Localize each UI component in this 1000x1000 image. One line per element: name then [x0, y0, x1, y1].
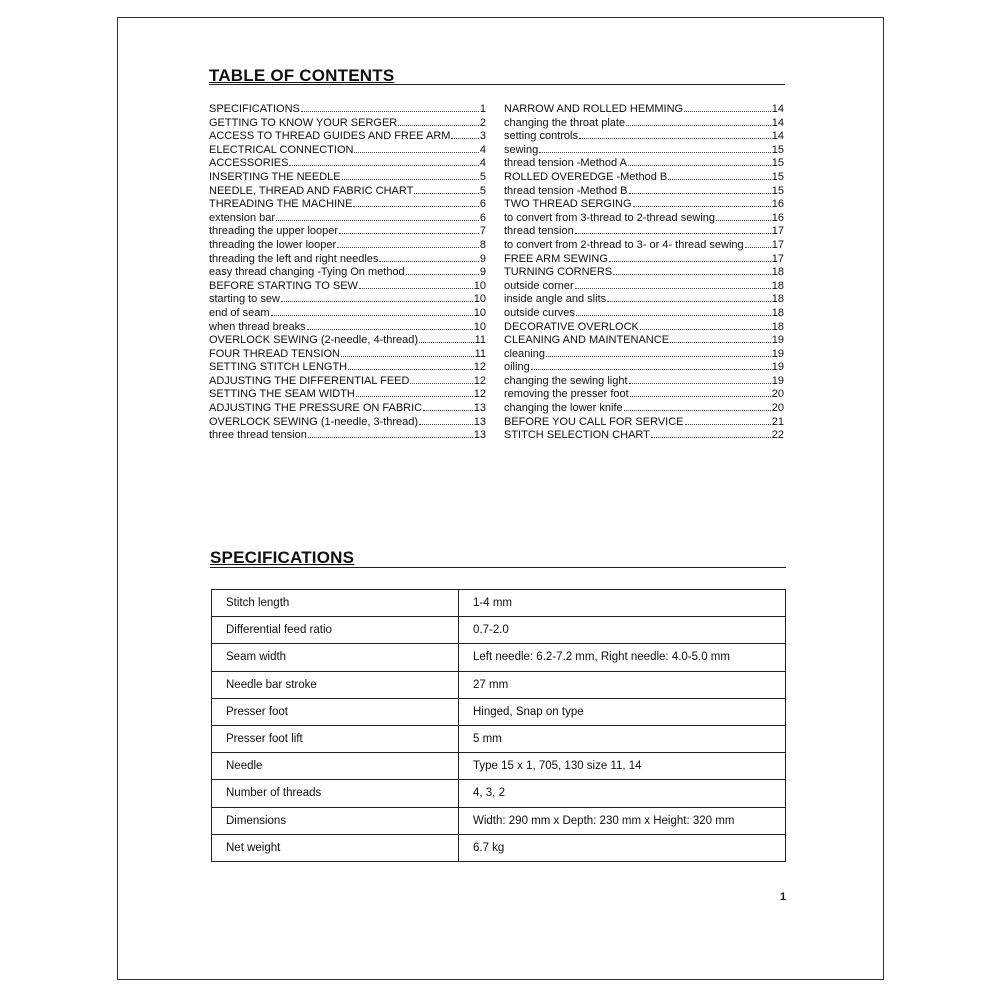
toc-entry-title: inside angle and slits: [504, 293, 607, 306]
toc-entry-page: 10: [473, 320, 486, 333]
spec-row: [212, 671, 786, 698]
toc-entry-title: TWO THREAD SERGING: [504, 198, 632, 211]
toc-leader-dots: [575, 279, 771, 289]
toc-entry-title: ELECTRICAL CONNECTION: [209, 143, 354, 156]
toc-heading: TABLE OF CONTENTS: [209, 66, 395, 85]
toc-entry-page: 19: [771, 361, 784, 374]
toc-entry-title: changing the sewing light: [504, 374, 628, 387]
toc-entry-page: 18: [771, 266, 784, 279]
toc-leader-dots: [624, 401, 771, 411]
toc-entry-title: DECORATIVE OVERLOCK: [504, 320, 639, 333]
toc-entry-title: ADJUSTING THE DIFFERENTIAL FEED: [209, 374, 410, 387]
toc-entry-title: SETTING THE SEAM WIDTH: [209, 388, 355, 401]
toc-right-column: [504, 102, 784, 442]
toc-entry[interactable]: [209, 252, 486, 266]
toc-leader-dots: [575, 224, 771, 234]
toc-entry[interactable]: [209, 129, 486, 143]
toc-entry-page: 15: [771, 170, 784, 183]
toc-entry-page: 14: [771, 103, 784, 115]
toc-entry-title: threading the upper looper: [209, 225, 339, 238]
toc-entry-title: changing the throat plate: [504, 116, 626, 129]
toc-entry-page: 6: [479, 211, 486, 224]
spec-value: Left needle: 6.2-7.2 mm, Right needle: 4.0-5.0 mm: [459, 644, 786, 671]
toc-entry-page: 12: [473, 388, 486, 401]
toc-leader-dots: [359, 279, 473, 289]
toc-entry-title: changing the lower knife: [504, 402, 623, 415]
toc-leader-dots: [307, 320, 473, 330]
toc-entry-page: 1: [479, 103, 486, 115]
toc-entry[interactable]: [504, 415, 784, 429]
toc-entry-page: 15: [771, 157, 784, 170]
toc-entry[interactable]: [504, 252, 784, 266]
toc-entry[interactable]: [504, 265, 784, 279]
toc-entry-page: 13: [473, 429, 486, 442]
toc-entry-page: 15: [771, 143, 784, 156]
toc-entry[interactable]: [209, 170, 486, 184]
document-page: [117, 17, 884, 980]
toc-leader-dots: [745, 238, 771, 248]
toc-leader-dots: [414, 184, 479, 194]
toc-left-column: [209, 102, 486, 442]
toc-entry-title: ADJUSTING THE PRESSURE ON FABRIC: [209, 402, 423, 415]
spec-label: Net weight: [212, 834, 459, 861]
specifications-table: [211, 589, 786, 862]
toc-entry-page: 14: [771, 130, 784, 143]
toc-entry[interactable]: [504, 428, 784, 442]
toc-leader-dots: [301, 102, 479, 112]
toc-entry[interactable]: [209, 156, 486, 170]
toc-entry[interactable]: [209, 360, 486, 374]
toc-entry[interactable]: [209, 428, 486, 442]
toc-entry-page: 17: [771, 225, 784, 238]
toc-entry-title: SPECIFICATIONS: [209, 103, 300, 115]
toc-entry-title: removing the presser foot: [504, 388, 629, 401]
toc-entry-page: 4: [479, 157, 486, 170]
toc-entry-page: 12: [473, 374, 486, 387]
toc-entry[interactable]: [504, 197, 784, 211]
toc-divider: [209, 84, 785, 85]
toc-entry[interactable]: [504, 320, 784, 334]
toc-entry-title: ACCESS TO THREAD GUIDES AND FREE ARM: [209, 130, 451, 143]
spec-label: Seam width: [212, 644, 459, 671]
toc-entry-title: CLEANING AND MAINTENANCE: [504, 334, 670, 347]
toc-entry[interactable]: [209, 211, 486, 225]
toc-leader-dots: [353, 197, 478, 207]
toc-leader-dots: [684, 102, 771, 112]
toc-entry[interactable]: [209, 238, 486, 252]
toc-entry[interactable]: [504, 224, 784, 238]
toc-entry[interactable]: [209, 102, 486, 116]
toc-entry[interactable]: [209, 265, 486, 279]
toc-entry-page: 6: [479, 198, 486, 211]
toc-entry[interactable]: [209, 415, 486, 429]
toc-entry-title: extension bar: [209, 211, 276, 224]
specifications-heading: SPECIFICATIONS: [210, 548, 355, 567]
spec-label: Dimensions: [212, 807, 459, 834]
toc-entry-title: BEFORE STARTING TO SEW: [209, 279, 358, 292]
spec-value: Hinged, Snap on type: [459, 698, 786, 725]
spec-label: Differential feed ratio: [212, 617, 459, 644]
toc-leader-dots: [379, 252, 478, 262]
toc-leader-dots: [685, 415, 771, 425]
toc-entry-title: THREADING THE MACHINE: [209, 198, 353, 211]
toc-entry[interactable]: [504, 156, 784, 170]
toc-entry[interactable]: [504, 129, 784, 143]
toc-leader-dots: [633, 197, 771, 207]
toc-entry-title: thread tension -Method A: [504, 157, 627, 170]
spec-label: Needle bar stroke: [212, 671, 459, 698]
toc-entry-page: 11: [474, 334, 486, 347]
toc-entry-page: 8: [479, 238, 486, 251]
toc-entry[interactable]: [209, 143, 486, 157]
toc-entry[interactable]: [504, 170, 784, 184]
toc-entry-title: to convert from 3-thread to 2-thread sewing: [504, 211, 715, 224]
spec-row: [212, 834, 786, 861]
spec-row: [212, 807, 786, 834]
toc-leader-dots: [398, 116, 479, 126]
toc-entry-title: FREE ARM SEWING: [504, 252, 608, 265]
toc-leader-dots: [629, 184, 771, 194]
toc-leader-dots: [626, 116, 771, 126]
toc-entry-title: outside curves: [504, 306, 575, 319]
toc-entry-page: 13: [473, 415, 486, 428]
toc-entry[interactable]: [209, 374, 486, 388]
spec-row: [212, 725, 786, 752]
toc-entry-page: 4: [479, 143, 486, 156]
toc-entry-page: 10: [473, 306, 486, 319]
toc-entry[interactable]: [209, 401, 486, 415]
toc-leader-dots: [629, 374, 771, 384]
toc-entry-title: setting controls: [504, 130, 578, 143]
toc-entry-title: three thread tension: [209, 429, 307, 442]
toc-leader-dots: [451, 129, 478, 139]
spec-value: 27 mm: [459, 671, 786, 698]
toc-entry-title: INSERTING THE NEEDLE: [209, 170, 341, 183]
toc-entry-title: sewing: [504, 143, 539, 156]
toc-leader-dots: [609, 252, 771, 262]
toc-entry-page: 5: [479, 170, 486, 183]
toc-entry[interactable]: [504, 279, 784, 293]
toc-entry[interactable]: [504, 184, 784, 198]
toc-leader-dots: [342, 170, 479, 180]
spec-label: Needle: [212, 753, 459, 780]
toc-leader-dots: [546, 347, 771, 357]
toc-entry[interactable]: [209, 333, 486, 347]
toc-entry-page: 18: [771, 293, 784, 306]
toc-entry-page: 20: [771, 388, 784, 401]
toc-entry[interactable]: [209, 279, 486, 293]
toc-entry-page: 10: [473, 279, 486, 292]
toc-entry[interactable]: [504, 333, 784, 347]
toc-entry[interactable]: [209, 197, 486, 211]
toc-entry-page: 21: [771, 415, 784, 428]
spec-label: Presser foot: [212, 698, 459, 725]
spec-value: 4, 3, 2: [459, 780, 786, 807]
spec-row: [212, 617, 786, 644]
specifications-divider: [210, 567, 786, 568]
toc-entry[interactable]: [504, 238, 784, 252]
toc-entry[interactable]: [504, 102, 784, 116]
toc-entry-title: STITCH SELECTION CHART: [504, 429, 650, 442]
toc-entry-page: 3: [479, 130, 486, 143]
toc-entry-title: easy thread changing -Tying On method: [209, 266, 405, 279]
toc-leader-dots: [613, 265, 771, 275]
toc-entry-title: end of seam: [209, 306, 270, 319]
toc-entry-title: thread tension -Method B: [504, 184, 628, 197]
toc-leader-dots: [640, 320, 771, 330]
toc-entry-title: thread tension: [504, 225, 574, 238]
toc-entry-page: 5: [479, 184, 486, 197]
toc-entry-page: 11: [474, 347, 486, 360]
toc-leader-dots: [406, 265, 479, 275]
toc-entry-title: ROLLED OVEREDGE -Method B: [504, 170, 668, 183]
toc-entry-title: SETTING STITCH LENGTH: [209, 361, 348, 374]
toc-entry-page: 18: [771, 279, 784, 292]
toc-entry[interactable]: [504, 116, 784, 130]
spec-label: Presser foot lift: [212, 725, 459, 752]
toc-leader-dots: [668, 170, 771, 180]
toc-entry-page: 18: [771, 306, 784, 319]
toc-entry[interactable]: [209, 116, 486, 130]
toc-leader-dots: [423, 401, 473, 411]
toc-entry[interactable]: [504, 374, 784, 388]
toc-entry-title: oiling: [504, 361, 530, 374]
toc-entry-title: OVERLOCK SEWING (2-needle, 4-thread): [209, 334, 419, 347]
toc-entry-page: 10: [473, 293, 486, 306]
toc-entry[interactable]: [504, 211, 784, 225]
toc-entry-page: 16: [771, 198, 784, 211]
spec-label: Stitch length: [212, 590, 459, 617]
toc-leader-dots: [539, 143, 771, 153]
toc-leader-dots: [576, 306, 771, 316]
toc-entry-title: TURNING CORNERS: [504, 266, 613, 279]
toc-leader-dots: [356, 387, 473, 397]
toc-entry-page: 2: [479, 116, 486, 129]
toc-entry-title: outside corner: [504, 279, 574, 292]
toc-entry-page: 16: [771, 211, 784, 224]
toc-entry[interactable]: [504, 401, 784, 415]
toc-leader-dots: [339, 224, 479, 234]
toc-leader-dots: [630, 387, 771, 397]
toc-entry-title: threading the lower looper: [209, 238, 337, 251]
toc-leader-dots: [271, 306, 473, 316]
toc-entry[interactable]: [504, 387, 784, 401]
toc-entry-page: 17: [771, 238, 784, 251]
toc-entry-title: NARROW AND ROLLED HEMMING: [504, 103, 684, 115]
toc-entry-page: 20: [771, 402, 784, 415]
toc-entry-title: to convert from 2-thread to 3- or 4- thread sewing: [504, 238, 744, 251]
spec-value: 5 mm: [459, 725, 786, 752]
toc-entry-title: GETTING TO KNOW YOUR SERGER: [209, 116, 398, 129]
toc-leader-dots: [531, 360, 771, 370]
toc-entry-page: 17: [771, 252, 784, 265]
toc-entry-page: 9: [479, 252, 486, 265]
toc-entry[interactable]: [504, 306, 784, 320]
spec-value: 1-4 mm: [459, 590, 786, 617]
toc-leader-dots: [276, 211, 479, 221]
spec-row: [212, 590, 786, 617]
toc-entry-title: BEFORE YOU CALL FOR SERVICE: [504, 415, 684, 428]
toc-entry-title: OVERLOCK SEWING (1-needle, 3-thread): [209, 415, 419, 428]
toc-entry-page: 22: [771, 429, 784, 442]
toc-entry-title: threading the left and right needles: [209, 252, 379, 265]
toc-entry[interactable]: [209, 387, 486, 401]
toc-entry[interactable]: [209, 224, 486, 238]
toc-leader-dots: [410, 374, 472, 384]
toc-entry-page: 9: [479, 266, 486, 279]
toc-entry-title: when thread breaks: [209, 320, 306, 333]
toc-leader-dots: [419, 333, 474, 343]
toc-entry-title: FOUR THREAD TENSION: [209, 347, 340, 360]
spec-value: Type 15 x 1, 705, 130 size 11, 14: [459, 753, 786, 780]
toc-entry[interactable]: [209, 292, 486, 306]
toc-leader-dots: [716, 211, 771, 221]
toc-entry[interactable]: [209, 184, 486, 198]
spec-value: Width: 290 mm x Depth: 230 mm x Height: 320 mm: [459, 807, 786, 834]
toc-leader-dots: [607, 292, 771, 302]
toc-entry-title: cleaning: [504, 347, 545, 360]
toc-entry-page: 12: [473, 361, 486, 374]
toc-entry-title: ACCESSORIES: [209, 157, 289, 170]
toc-entry-page: 14: [771, 116, 784, 129]
toc-leader-dots: [337, 238, 479, 248]
spec-row: [212, 780, 786, 807]
toc-entry[interactable]: [504, 360, 784, 374]
toc-leader-dots: [308, 428, 473, 438]
spec-row: [212, 644, 786, 671]
toc-leader-dots: [651, 428, 771, 438]
page-number: 1: [780, 891, 787, 903]
spec-row: [212, 698, 786, 725]
toc-entry[interactable]: [504, 347, 784, 361]
toc-leader-dots: [281, 292, 473, 302]
toc-leader-dots: [670, 333, 771, 343]
toc-entry-page: 19: [771, 374, 784, 387]
spec-value: 6.7 kg: [459, 834, 786, 861]
toc-entry-page: 15: [771, 184, 784, 197]
toc-entry-page: 19: [771, 347, 784, 360]
spec-label: Number of threads: [212, 780, 459, 807]
toc-leader-dots: [628, 156, 771, 166]
toc-leader-dots: [579, 129, 771, 139]
toc-entry-page: 18: [771, 320, 784, 333]
toc-entry[interactable]: [209, 347, 486, 361]
toc-entry-title: NEEDLE, THREAD AND FABRIC CHART: [209, 184, 414, 197]
spec-value: 0.7-2.0: [459, 617, 786, 644]
toc-leader-dots: [289, 156, 478, 166]
toc-leader-dots: [341, 347, 474, 357]
toc-entry-page: 7: [479, 225, 486, 238]
toc-entry-page: 19: [771, 334, 784, 347]
toc-leader-dots: [354, 143, 478, 153]
toc-leader-dots: [419, 415, 473, 425]
toc-entry[interactable]: [504, 143, 784, 157]
toc-entry-page: 13: [473, 402, 486, 415]
toc-leader-dots: [348, 360, 473, 370]
toc-entry[interactable]: [209, 320, 486, 334]
toc-entry[interactable]: [209, 306, 486, 320]
toc-entry-title: starting to sew: [209, 293, 280, 306]
toc-entry[interactable]: [504, 292, 784, 306]
spec-row: [212, 753, 786, 780]
